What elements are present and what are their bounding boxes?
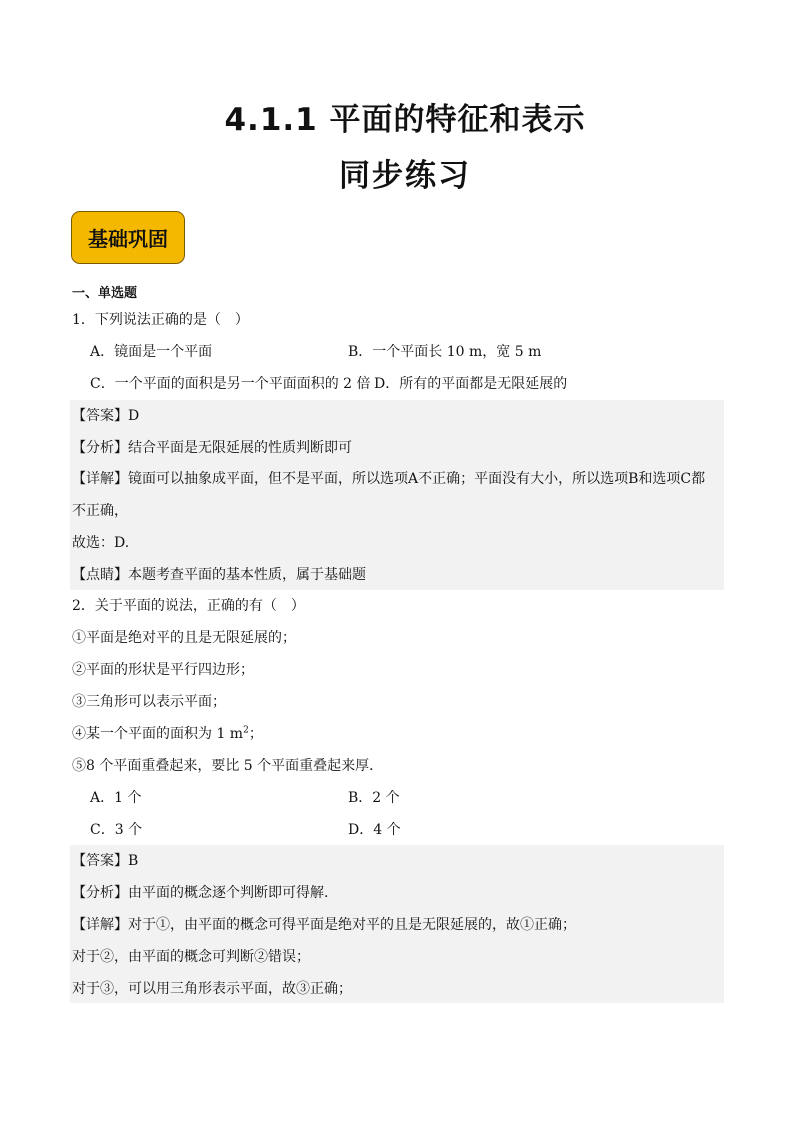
q1-stem: 1．下列说法正确的是（ ）	[72, 312, 249, 328]
q2-option-c: C．3 个	[90, 822, 143, 838]
q1-detail-line1: 【详解】镜面可以抽象成平面，但不是平面，所以选项A不正确；平面没有大小，所以选项B和选项C都	[72, 471, 706, 487]
q1-option-d: D．所有的平面都是无限延展的	[374, 376, 568, 392]
q1-option-c: C．一个平面的面积是另一个平面面积的 2 倍	[90, 376, 371, 392]
q2-statement-4	[72, 724, 263, 744]
section-badge: 基础巩固	[71, 211, 185, 264]
q1-detail-line3: 故选：D.	[72, 535, 130, 551]
q1-option-a: A．镜面是一个平面	[90, 344, 213, 360]
q2-stem: 2．关于平面的说法，正确的有（ ）	[72, 598, 305, 614]
q2-statement-5: ⑤8 个平面重叠起来，要比 5 个平面重叠起来厚．	[72, 758, 384, 774]
q2-statement-1: ①平面是绝对平的且是无限延展的；	[72, 630, 296, 646]
q2-statement-3: ③三角形可以表示平面；	[72, 694, 226, 710]
q1-comment: 【点睛】本题考查平面的基本性质，属于基础题	[72, 567, 366, 583]
q2-statement-2: ②平面的形状是平行四边形；	[72, 662, 254, 678]
section-heading: 一、单选题	[72, 286, 138, 301]
q1-option-b: B．一个平面长 10 m，宽 5 m	[348, 344, 542, 360]
q2-analysis: 【分析】由平面的概念逐个判断即可得解.	[72, 885, 329, 901]
q2-detail-line3: 对于③，可以用三角形表示平面，故③正确；	[72, 981, 352, 997]
q1-analysis: 【分析】结合平面是无限延展的性质判断即可	[72, 440, 352, 456]
q2-statement-4-text: ④某一个平面的面积为 1 m	[72, 726, 244, 742]
q2-option-b: B．2 个	[348, 790, 400, 806]
q1-answer: 【答案】D	[72, 408, 140, 424]
page-subtitle: 同步练习	[339, 158, 471, 194]
q1-solution-box	[70, 400, 724, 590]
q2-option-d: D．4 个	[348, 822, 401, 838]
q2-detail-line2: 对于②，由平面的概念可判断②错误；	[72, 949, 310, 965]
q2-detail-line1: 【详解】对于①，由平面的概念可得平面是绝对平的且是无限延展的，故①正确；	[72, 917, 576, 933]
q1-detail-line2: 不正确，	[72, 503, 128, 519]
q2-statement-4-exponent: 2	[243, 725, 249, 736]
page-title: 4.1.1 平面的特征和表示	[224, 102, 586, 138]
q2-answer: 【答案】B	[72, 853, 139, 869]
q2-statement-4-end: ；	[248, 726, 263, 742]
q2-option-a: A．1 个	[90, 790, 142, 806]
